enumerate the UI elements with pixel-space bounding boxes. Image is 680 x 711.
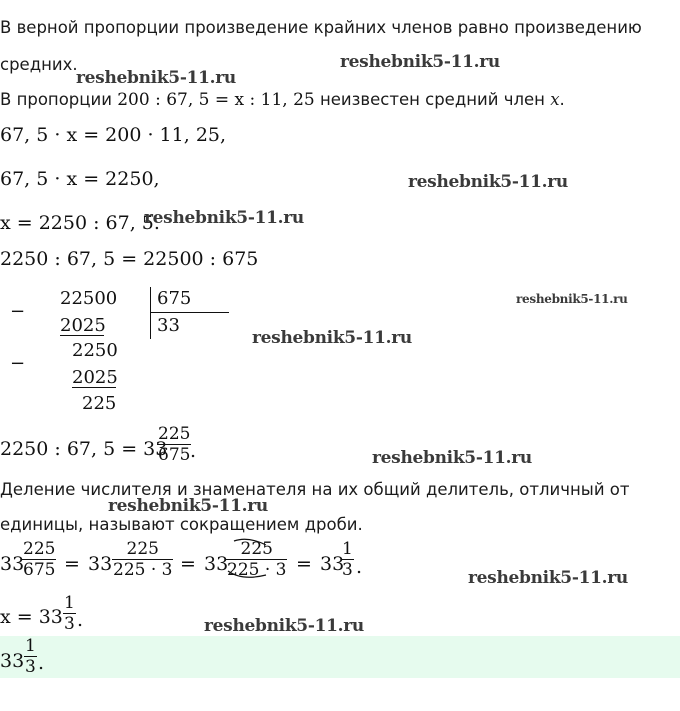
watermark: reshebnik5-11.ru [204, 616, 364, 636]
reduce-num-2: 225 [126, 539, 159, 559]
x-line-fraction [63, 593, 76, 634]
division-remainder: 225 [82, 393, 117, 414]
reduce-den-3: 225 · 3 [227, 560, 287, 580]
proportion-suffix: неизвестен средний член [319, 90, 545, 109]
reduce-num-1: 225 [23, 539, 56, 559]
answer-block [0, 636, 680, 678]
watermark: reshebnik5-11.ru [372, 448, 532, 468]
rule-text-line-2: средних. [0, 55, 78, 74]
x-line-end: . [77, 609, 84, 631]
division-dividend: 22500 [60, 288, 118, 309]
reduce-den-4: 3 [342, 560, 353, 580]
x-line-num: 1 [64, 593, 75, 613]
division-minus-2: − [10, 353, 26, 374]
watermark: reshebnik5-11.ru [340, 52, 500, 72]
proportion-prefix: В пропорции [0, 90, 112, 109]
equation-4: 2250 : 67, 5 = 22500 : 675 [0, 248, 259, 270]
division-minus-1: − [10, 301, 26, 322]
answer-end: . [38, 652, 45, 674]
division-subtrahend-1: 2025 [60, 315, 106, 336]
division-divisor: 675 [157, 288, 192, 309]
equation-2: 67, 5 · x = 2250, [0, 168, 160, 190]
watermark: reshebnik5-11.ru [516, 292, 628, 306]
division-quotient: 33 [157, 315, 180, 336]
watermark: reshebnik5-11.ru [252, 328, 412, 348]
watermark: reshebnik5-11.ru [108, 496, 268, 516]
watermark: reshebnik5-11.ru [408, 172, 568, 192]
result-numerator: 225 [158, 424, 191, 444]
reduce-eq-2: = [180, 553, 196, 575]
reduce-whole-2: 33 [88, 553, 113, 575]
reduce-num-4: 1 [342, 539, 353, 559]
proportion-expression: 200 : 67, 5 = x : 11, 25 [117, 90, 315, 110]
reduce-num-3: 225 [240, 539, 273, 559]
reduce-whole-1: 33 [0, 553, 25, 575]
result-fraction [157, 424, 191, 465]
division-underline-2 [72, 387, 116, 388]
reduce-den-2: 225 · 3 [113, 560, 173, 580]
reduce-whole-4: 33 [320, 553, 345, 575]
answer-whole: 33 [0, 650, 25, 672]
x-line-left: x = 33 [0, 606, 63, 628]
equation-3: x = 2250 : 67, 5. [0, 212, 160, 234]
cancel-strokes [226, 537, 292, 587]
division-underline-1 [60, 335, 104, 336]
answer-fraction [24, 636, 37, 677]
reduce-eq-1: = [64, 553, 80, 575]
proportion-line: В пропорции 200 : 67, 5 = x : 11, 25 неизвестен средний член x. [0, 90, 565, 110]
answer-den: 3 [25, 657, 36, 677]
reduce-text-line-2: единицы, называют сокращением дроби. [0, 515, 363, 534]
division-partial-remainder: 2250 [72, 340, 118, 361]
watermark: reshebnik5-11.ru [468, 568, 628, 588]
answer-num: 1 [25, 636, 36, 656]
reduce-end: . [356, 556, 363, 578]
reduce-text-line-1: Деление числителя и знаменателя на их общий делитель, отличный от [0, 480, 630, 499]
rule-text-line-1: В верной пропорции произведение крайних членов равно произведению [0, 18, 642, 37]
division-bracket-vertical [150, 287, 151, 339]
result-end: . [190, 440, 197, 462]
equation-1: 67, 5 · x = 200 · 11, 25, [0, 124, 227, 146]
reduce-fraction-4 [341, 539, 354, 580]
division-bracket-horizontal [151, 312, 229, 313]
reduce-fraction-1 [22, 539, 56, 580]
proportion-variable: x [550, 90, 560, 109]
x-line-den: 3 [64, 614, 75, 634]
reduce-den-1: 675 [23, 560, 56, 580]
watermark: reshebnik5-11.ru [76, 68, 236, 88]
result-denominator: 675 [158, 445, 191, 465]
reduce-fraction-2 [112, 539, 173, 580]
watermark: reshebnik5-11.ru [144, 208, 304, 228]
reduce-whole-3: 33 [204, 553, 229, 575]
reduce-eq-3: = [296, 553, 312, 575]
division-subtrahend-2: 2025 [72, 367, 118, 388]
result-left: 2250 : 67, 5 = 33 [0, 438, 168, 460]
